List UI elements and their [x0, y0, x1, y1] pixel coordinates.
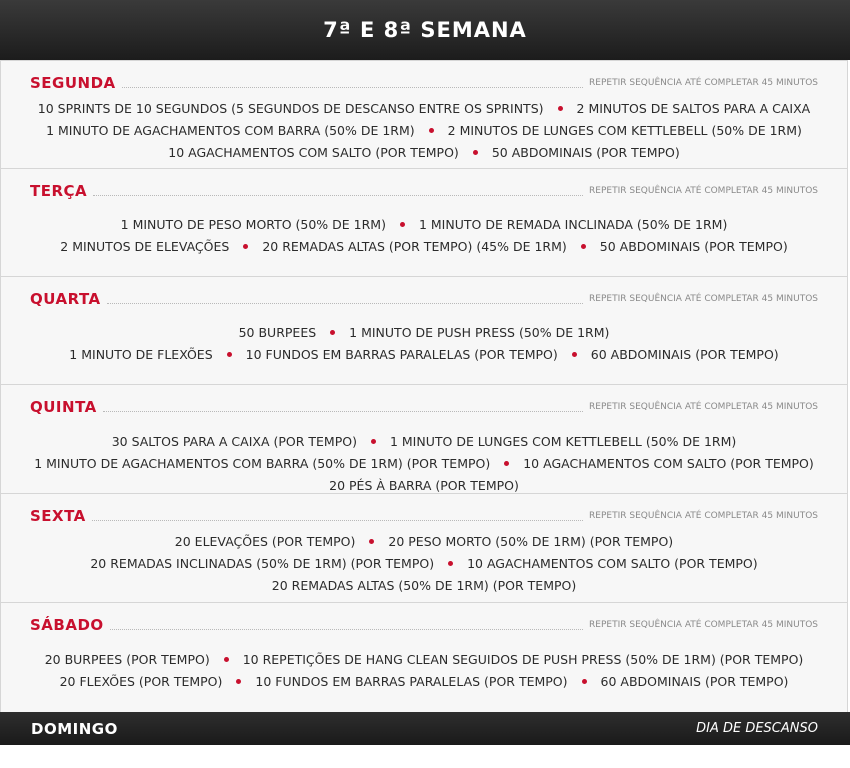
bullet-dot-icon [243, 244, 248, 249]
dotted-leader [92, 519, 583, 521]
bullet-dot-icon [224, 657, 229, 662]
exercise-lines [1, 322, 847, 366]
day-panel [0, 384, 848, 494]
day-header [30, 397, 818, 417]
day-panel [0, 493, 848, 603]
exercise-item: 20 PESO MORTO (50% DE 1RM) (POR TEMPO) [388, 534, 674, 549]
day-panel [0, 168, 848, 277]
exercise-line [1, 531, 847, 553]
exercise-item: 1 MINUTO DE PESO MORTO (50% DE 1RM) [120, 217, 386, 232]
exercise-item: 60 ABDOMINAIS (POR TEMPO) [600, 674, 789, 689]
exercise-item: 60 ABDOMINAIS (POR TEMPO) [590, 347, 779, 362]
day-name: QUARTA [30, 290, 101, 308]
exercise-line [1, 553, 847, 575]
exercise-item: 10 AGACHAMENTOS COM SALTO (POR TEMPO) [467, 556, 758, 571]
exercise-item: 10 SPRINTS DE 10 SEGUNDOS (5 SEGUNDOS DE DESCANSO ENTRE OS SPRINTS) [37, 101, 544, 116]
exercise-line [1, 98, 847, 120]
exercise-item: 1 MINUTO DE FLEXÕES [69, 347, 213, 362]
exercise-line [1, 575, 847, 597]
bullet-dot-icon [369, 539, 374, 544]
exercise-item: 2 MINUTOS DE SALTOS PARA A CAIXA [576, 101, 811, 116]
bullet-dot-icon [236, 679, 241, 684]
exercise-line [1, 142, 847, 164]
exercise-item: 20 ELEVAÇÕES (POR TEMPO) [174, 534, 356, 549]
repeat-note: REPETIR SEQUÊNCIA ATÉ COMPLETAR 45 MINUTOS [589, 78, 818, 88]
repeat-note: REPETIR SEQUÊNCIA ATÉ COMPLETAR 45 MINUTOS [589, 620, 818, 630]
exercise-line [1, 120, 847, 142]
exercise-item: 10 AGACHAMENTOS COM SALTO (POR TEMPO) [168, 145, 459, 160]
sunday-label: DOMINGO [31, 719, 118, 738]
exercise-item: 20 FLEXÕES (POR TEMPO) [59, 674, 223, 689]
dotted-leader [122, 86, 583, 88]
page-header [0, 0, 850, 60]
exercise-lines [1, 531, 847, 597]
exercise-item: 2 MINUTOS DE ELEVAÇÕES [60, 239, 230, 254]
day-header [30, 506, 818, 526]
dotted-leader [107, 302, 583, 304]
dotted-leader [93, 194, 583, 196]
bullet-dot-icon [558, 106, 563, 111]
day-panel [0, 60, 848, 169]
dotted-leader [103, 410, 583, 412]
page-title: 7ª E 8ª SEMANA [323, 18, 527, 42]
sunday-bar [0, 712, 850, 745]
day-header [30, 615, 818, 635]
exercise-item: 20 BURPEES (POR TEMPO) [44, 652, 210, 667]
rest-day-label: DIA DE DESCANSO [696, 721, 818, 736]
day-name: TERÇA [30, 182, 88, 200]
day-header [30, 289, 818, 309]
day-header [30, 73, 818, 93]
day-panel [0, 602, 848, 713]
exercise-item: 10 FUNDOS EM BARRAS PARALELAS (POR TEMPO) [255, 674, 568, 689]
exercise-lines [1, 214, 847, 258]
bullet-dot-icon [572, 352, 577, 357]
repeat-note: REPETIR SEQUÊNCIA ATÉ COMPLETAR 45 MINUTOS [589, 402, 818, 412]
exercise-line [1, 344, 847, 366]
exercise-item: 50 ABDOMINAIS (POR TEMPO) [491, 145, 680, 160]
exercise-item: 10 AGACHAMENTOS COM SALTO (POR TEMPO) [523, 456, 814, 471]
exercise-line [1, 453, 847, 475]
day-name: QUINTA [30, 398, 97, 416]
exercise-lines [1, 98, 847, 164]
repeat-note: REPETIR SEQUÊNCIA ATÉ COMPLETAR 45 MINUTOS [589, 511, 818, 521]
exercise-item: 1 MINUTO DE PUSH PRESS (50% DE 1RM) [349, 325, 610, 340]
bullet-dot-icon [400, 222, 405, 227]
bullet-dot-icon [473, 150, 478, 155]
exercise-item: 50 BURPEES [238, 325, 317, 340]
exercise-item: 10 FUNDOS EM BARRAS PARALELAS (POR TEMPO) [245, 347, 558, 362]
day-panel [0, 276, 848, 385]
exercise-item: 2 MINUTOS DE LUNGES COM KETTLEBELL (50% DE 1RM) [447, 123, 802, 138]
exercise-line [1, 322, 847, 344]
day-name: SEGUNDA [30, 74, 116, 92]
exercise-item: 10 REPETIÇÕES DE HANG CLEAN SEGUIDOS DE PUSH PRESS (50% DE 1RM) (POR TEMPO) [242, 652, 804, 667]
repeat-note: REPETIR SEQUÊNCIA ATÉ COMPLETAR 45 MINUTOS [589, 294, 818, 304]
bullet-dot-icon [504, 461, 509, 466]
exercise-item: 1 MINUTO DE LUNGES COM KETTLEBELL (50% DE 1RM) [389, 434, 737, 449]
bullet-dot-icon [581, 244, 586, 249]
bullet-dot-icon [448, 561, 453, 566]
exercise-line [1, 431, 847, 453]
exercise-item: 1 MINUTO DE AGACHAMENTOS COM BARRA (50% DE 1RM) [46, 123, 415, 138]
exercise-item: 20 REMADAS INCLINADAS (50% DE 1RM) (POR TEMPO) [90, 556, 435, 571]
exercise-item: 30 SALTOS PARA A CAIXA (POR TEMPO) [111, 434, 357, 449]
exercise-item: 20 PÉS À BARRA (POR TEMPO) [329, 478, 519, 493]
bullet-dot-icon [429, 128, 434, 133]
dotted-leader [110, 628, 583, 630]
exercise-item: 1 MINUTO DE REMADA INCLINADA (50% DE 1RM) [418, 217, 728, 232]
bullet-dot-icon [582, 679, 587, 684]
exercise-item: 1 MINUTO DE AGACHAMENTOS COM BARRA (50% DE 1RM) (POR TEMPO) [34, 456, 491, 471]
bullet-dot-icon [227, 352, 232, 357]
day-header [30, 181, 818, 201]
exercise-lines [1, 649, 847, 693]
exercise-line [1, 649, 847, 671]
repeat-note: REPETIR SEQUÊNCIA ATÉ COMPLETAR 45 MINUTOS [589, 186, 818, 196]
bullet-dot-icon [371, 439, 376, 444]
day-name: SÁBADO [30, 616, 104, 634]
day-name: SEXTA [30, 507, 86, 525]
exercise-line [1, 236, 847, 258]
exercise-line [1, 214, 847, 236]
exercise-item: 20 REMADAS ALTAS (50% DE 1RM) (POR TEMPO) [271, 578, 577, 593]
exercise-lines [1, 431, 847, 497]
exercise-item: 20 REMADAS ALTAS (POR TEMPO) (45% DE 1RM) [262, 239, 567, 254]
exercise-line [1, 671, 847, 693]
bullet-dot-icon [330, 330, 335, 335]
exercise-item: 50 ABDOMINAIS (POR TEMPO) [599, 239, 788, 254]
